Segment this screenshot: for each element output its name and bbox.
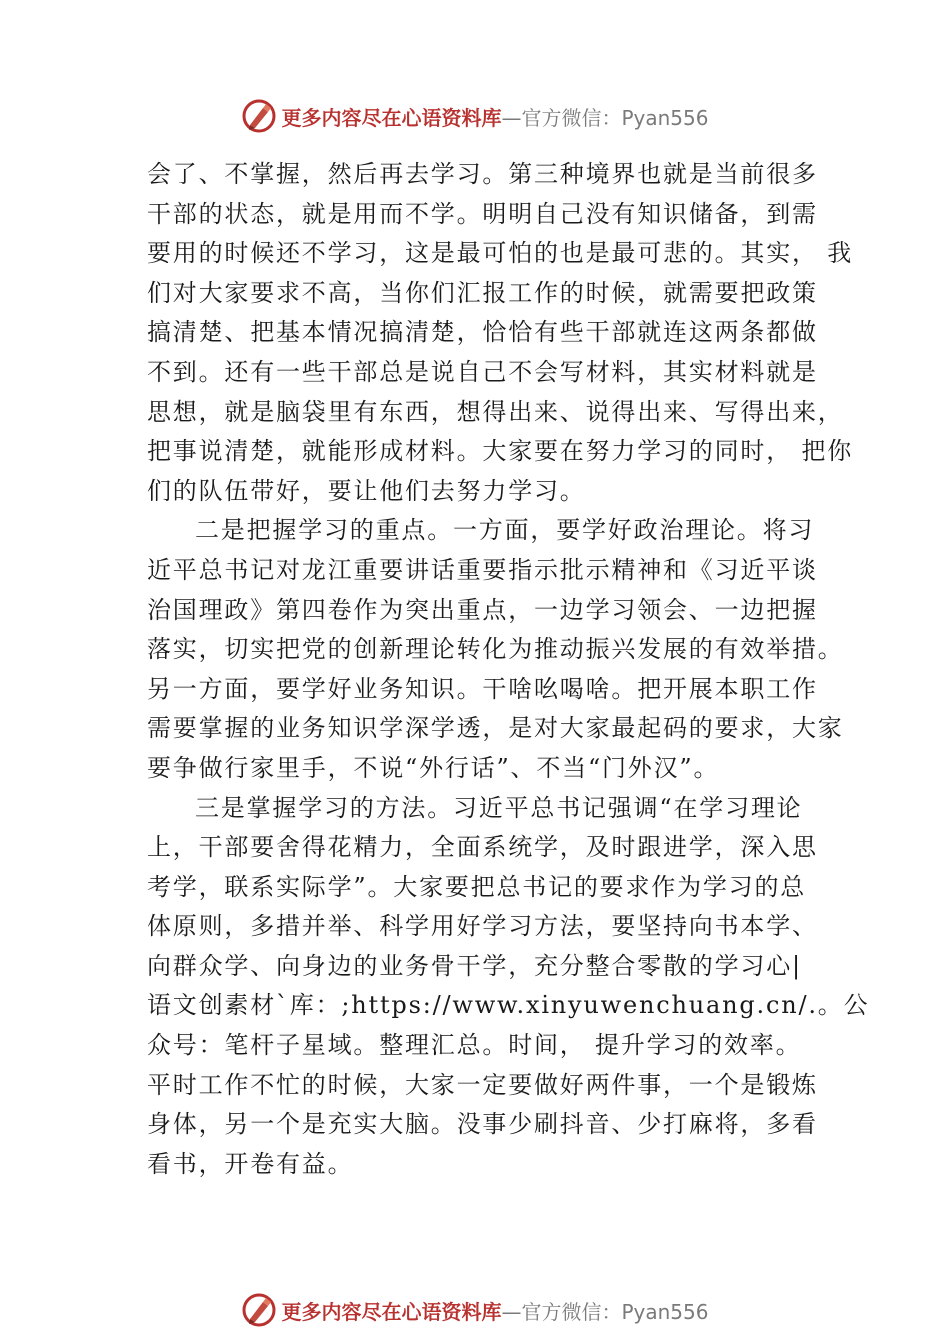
text-line: 身体，另一个是充实大脑。没事少刷抖音、少打麻将，多看 [147, 1110, 818, 1139]
text-line: 近平总书记对龙江重要讲话重要指示批示精神和《习近平谈 [147, 555, 818, 584]
text-line: 体原则，多措并举、科学用好学习方法，要坚持向书本学、 [147, 912, 818, 941]
document-body [147, 155, 870, 1184]
text-line: 要争做行家里手，不说“外行话”、不当“门外汉”。 [147, 753, 720, 782]
text-line: 治国理政》第四卷作为突出重点，一边学习领会、一边把握 [147, 595, 818, 624]
pen-logo-icon [241, 98, 277, 134]
text-line: 会了、不掌握，然后再去学习。第三种境界也就是当前很多 [147, 160, 818, 188]
text-line: 另一方面，要学好业务知识。干啥吆喝啥。把开展本职工作 [147, 674, 818, 703]
text-line: 干部的状态，就是用而不学。明明自己没有知识储备，到需 [147, 199, 818, 228]
text-line: 上，干部要舍得花精力，全面系统学，及时跟进学，深入思 [147, 833, 818, 862]
text-line: 需要掌握的业务知识学深学透，是对大家最起码的要求，大家 [147, 714, 844, 743]
banner-title: 更多内容尽在心语资料库 [281, 105, 502, 130]
text-line: 向群众学、向身边的业务骨干学，充分整合零散的学习心| [147, 951, 802, 980]
banner-title: 更多内容尽在心语资料库 [281, 1299, 502, 1324]
banner-wechat-id: —官方微信：Pyan556 [501, 1299, 709, 1324]
text-line: 搞清楚、把基本情况搞清楚，恰恰有些干部就连这两条都做 [147, 318, 818, 347]
text-line: 们的队伍带好，要让他们去努力学习。 [147, 476, 586, 505]
text-line: 把事说清楚，就能形成材料。大家要在努力学习的同时， 把你 [147, 437, 854, 466]
footer-banner [0, 1288, 950, 1332]
text-line: 要用的时候还不学习，这是最可怕的也是最可悲的。其实， 我 [147, 239, 854, 268]
paragraph-start-line: 二是把握学习的重点。一方面，要学好政治理论。将习 [195, 516, 815, 545]
header-banner [0, 94, 950, 138]
text-line: 看书，开卷有益。 [147, 1149, 354, 1178]
text-line: 们对大家要求不高，当你们汇报工作的时候，就需要把政策 [147, 278, 818, 307]
pen-logo-icon [241, 1292, 277, 1328]
banner-wechat-id: —官方微信：Pyan556 [501, 105, 709, 130]
text-line: 思想，就是脑袋里有东西，想得出来、说得出来、写得出来， [147, 397, 844, 426]
text-line: 平时工作不忙的时候，大家一定要做好两件事，一个是锻炼 [147, 1070, 818, 1099]
text-line: 语文创素材`库：;https://www.xinyuwenchuang.cn/.。公 [147, 991, 870, 1020]
text-line: 落实，切实把党的创新理论转化为推动振兴发展的有效举措。 [147, 635, 844, 664]
text-line: 考学，联系实际学”。大家要把总书记的要求作为学习的总 [147, 872, 807, 901]
text-line: 不到。还有一些干部总是说自己不会写材料，其实材料就是 [147, 357, 818, 386]
text-line: 众号：笔杆子星域。整理汇总。时间， 提升学习的效率。 [147, 1031, 802, 1060]
paragraph-start-line: 三是掌握学习的方法。习近平总书记强调“在学习理论 [195, 793, 803, 822]
